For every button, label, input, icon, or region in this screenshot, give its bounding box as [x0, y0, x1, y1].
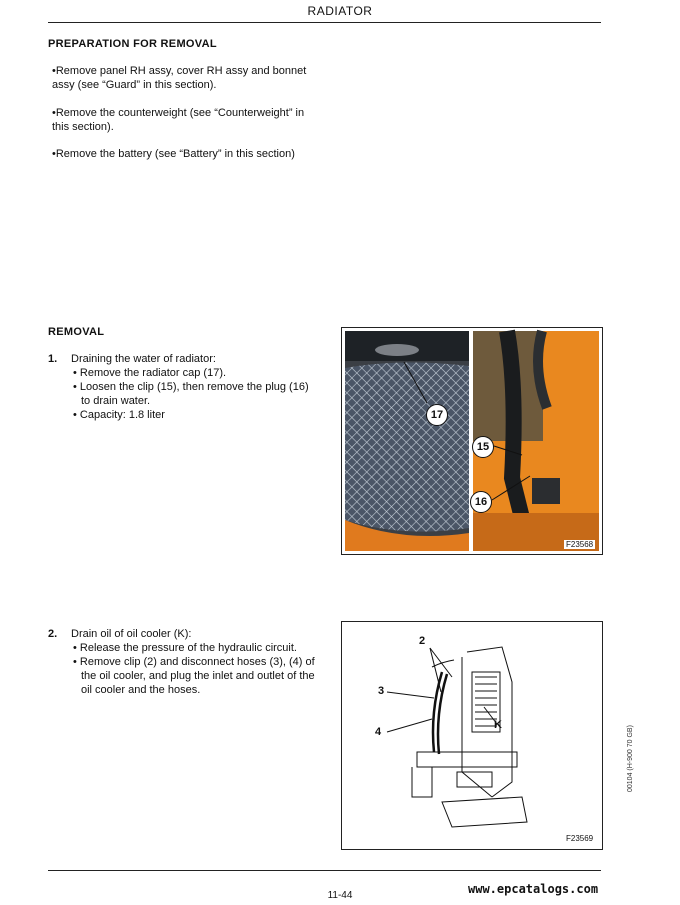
callout-17: 17 [426, 404, 448, 426]
step-sub: • Loosen the clip (15), then remove the plug (16) to drain water. [73, 381, 309, 407]
step-sub: • Remove the radiator cap (17). [73, 367, 227, 379]
watermark-link[interactable]: www.epcatalogs.com [468, 882, 599, 896]
radiator-photo [342, 328, 602, 554]
callout-16: 16 [470, 491, 492, 513]
page-number: 11-44 [327, 890, 353, 901]
radiator-photo-figure [341, 327, 603, 555]
callout-15: 15 [472, 436, 494, 458]
label-4: 4 [375, 726, 382, 738]
header-rule [48, 22, 601, 23]
prep-bullet: •Remove panel RH assy, cover RH assy and bonnet assy (see “Guard” in this section). [52, 65, 307, 91]
prep-bullet: •Remove the battery (see “Battery” in this section) [52, 148, 295, 160]
step-title: Drain oil of oil cooler (K): [71, 628, 192, 640]
preparation-heading: PREPARATION FOR REMOVAL [48, 38, 217, 50]
prep-bullet: •Remove the counterweight (see “Counterweight” in this section). [52, 107, 305, 133]
label-2: 2 [419, 635, 426, 647]
step-number: 1. [48, 353, 58, 365]
label-3: 3 [378, 685, 385, 697]
footer-rule [48, 870, 601, 871]
step-sub: • Remove clip (2) and disconnect hoses (3), (4) of the oil cooler, and plug the inlet and outlet of the oil cooler and the hoses. [73, 656, 315, 696]
step-sub: • Release the pressure of the hydraulic circuit. [73, 642, 297, 654]
step-number: 2. [48, 628, 58, 640]
removal-step [48, 627, 318, 697]
figure-code: F23568 [566, 540, 594, 549]
removal-step [48, 352, 318, 422]
removal-heading: REMOVAL [48, 326, 105, 338]
step-sub: • Capacity: 1.8 liter [73, 409, 165, 421]
document-code: 00104 (H-900 70 GB) [627, 725, 634, 792]
figure-code: F23569 [566, 834, 594, 843]
page-header: RADIATOR [307, 4, 373, 18]
label-k: K [494, 719, 502, 731]
step-title: Draining the water of radiator: [71, 353, 216, 365]
oil-cooler-figure [341, 621, 603, 850]
